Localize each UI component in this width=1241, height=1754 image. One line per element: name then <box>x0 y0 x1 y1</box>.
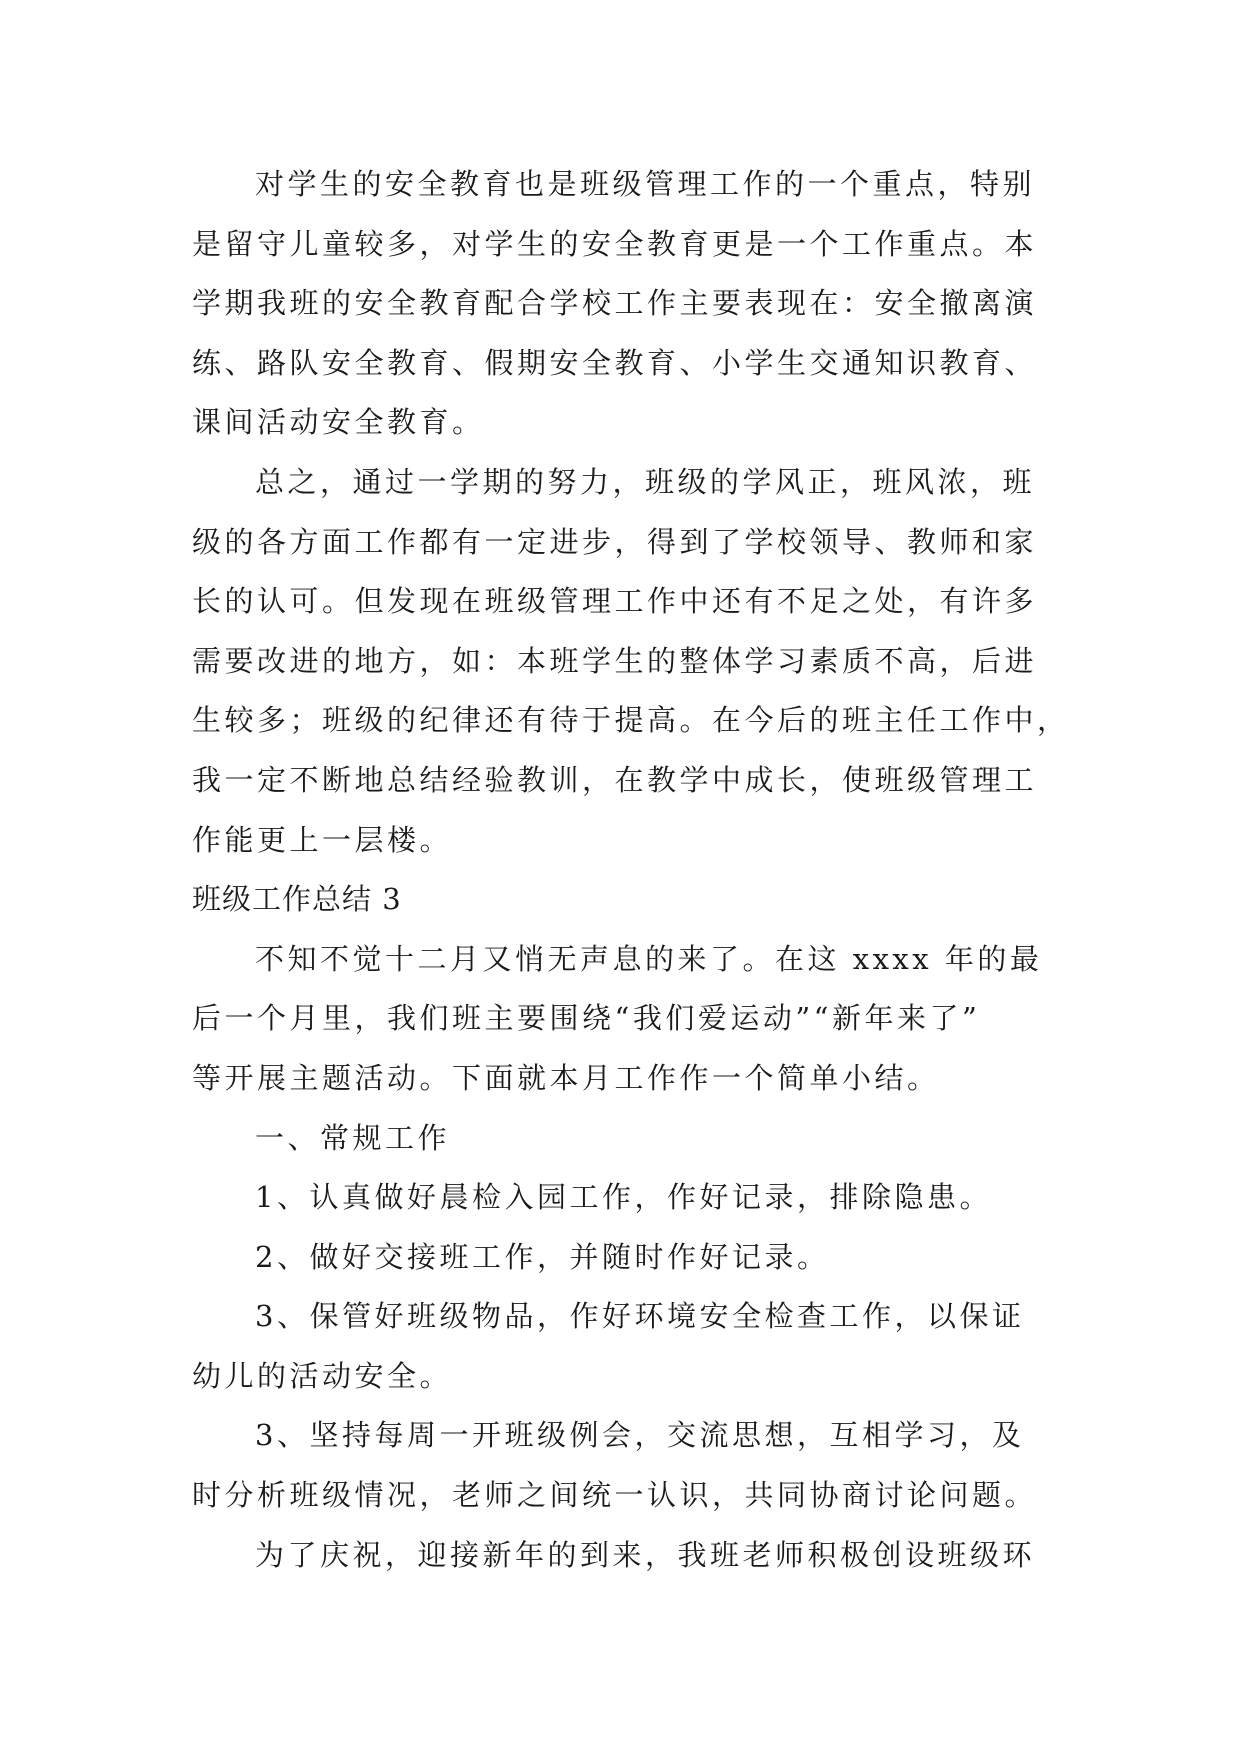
text-line: 为了庆祝，迎接新年的到来，我班老师积极创设班级环 <box>255 1537 1036 1572</box>
list-item: 1、认真做好晨检入园工作，作好记录，排除隐患。 <box>255 1180 992 1215</box>
text-line: 长的认可。但发现在班级管理工作中还有不足之处，有许多 <box>192 584 1038 619</box>
text-line: 生较多；班级的纪律还有待于提高。在今后的班主任工作中， <box>192 703 1070 738</box>
list-item <box>192 1406 1072 1525</box>
text-line: 后一个月里，我们班主要围绕“我们爱运动”“新年来了” <box>192 1001 981 1036</box>
text-line: 练、路队安全教育、假期安全教育、小学生交通知识教育、 <box>192 345 1038 380</box>
text-line: 3、保管好班级物品，作好环境安全检查工作，以保证 <box>255 1299 1025 1334</box>
section-heading: 班级工作总结 3 <box>192 882 402 917</box>
text-line: 是留守儿童较多，对学生的安全教育更是一个工作重点。本 <box>192 226 1038 261</box>
list-item: 2、做好交接班工作，并随时作好记录。 <box>255 1239 830 1274</box>
text-line: 等开展主题活动。下面就本月工作作一个简单小结。 <box>192 1060 940 1095</box>
text-line: 学期我班的安全教育配合学校工作主要表现在：安全撤离演 <box>192 286 1038 321</box>
text-line: 3、坚持每周一开班级例会，交流思想，互相学习，及 <box>255 1418 1025 1453</box>
list-item <box>192 1287 1072 1406</box>
text-line: 级的各方面工作都有一定进步，得到了学校领导、教师和家 <box>192 524 1038 559</box>
text-line: 课间活动安全教育。 <box>192 405 485 440</box>
text-line: 对学生的安全教育也是班级管理工作的一个重点，特别 <box>255 167 1036 201</box>
paragraph-new-year <box>192 1526 1072 1586</box>
text-line: 时分析班级情况，老师之间统一认识，共同协商讨论问题。 <box>192 1478 1038 1513</box>
document-body <box>192 155 1072 1585</box>
text-line: 我一定不断地总结经验教训，在教学中成长，使班级管理工 <box>192 762 1038 797</box>
text-line: 作能更上一层楼。 <box>192 822 453 857</box>
paragraph-safety-education <box>192 155 1072 453</box>
text-line: 总之，通过一学期的努力，班级的学风正，班风浓，班 <box>255 464 1036 499</box>
subsection-title: 一、常规工作 <box>255 1120 451 1155</box>
paragraph-conclusion <box>192 453 1072 870</box>
text-line: 不知不觉十二月又悄无声息的来了。在这 xxxx 年的最 <box>255 941 1043 976</box>
text-line: 幼儿的活动安全。 <box>192 1358 453 1393</box>
paragraph-intro <box>192 930 1072 1109</box>
text-line: 需要改进的地方，如：本班学生的整体学习素质不高，后进 <box>192 643 1038 678</box>
